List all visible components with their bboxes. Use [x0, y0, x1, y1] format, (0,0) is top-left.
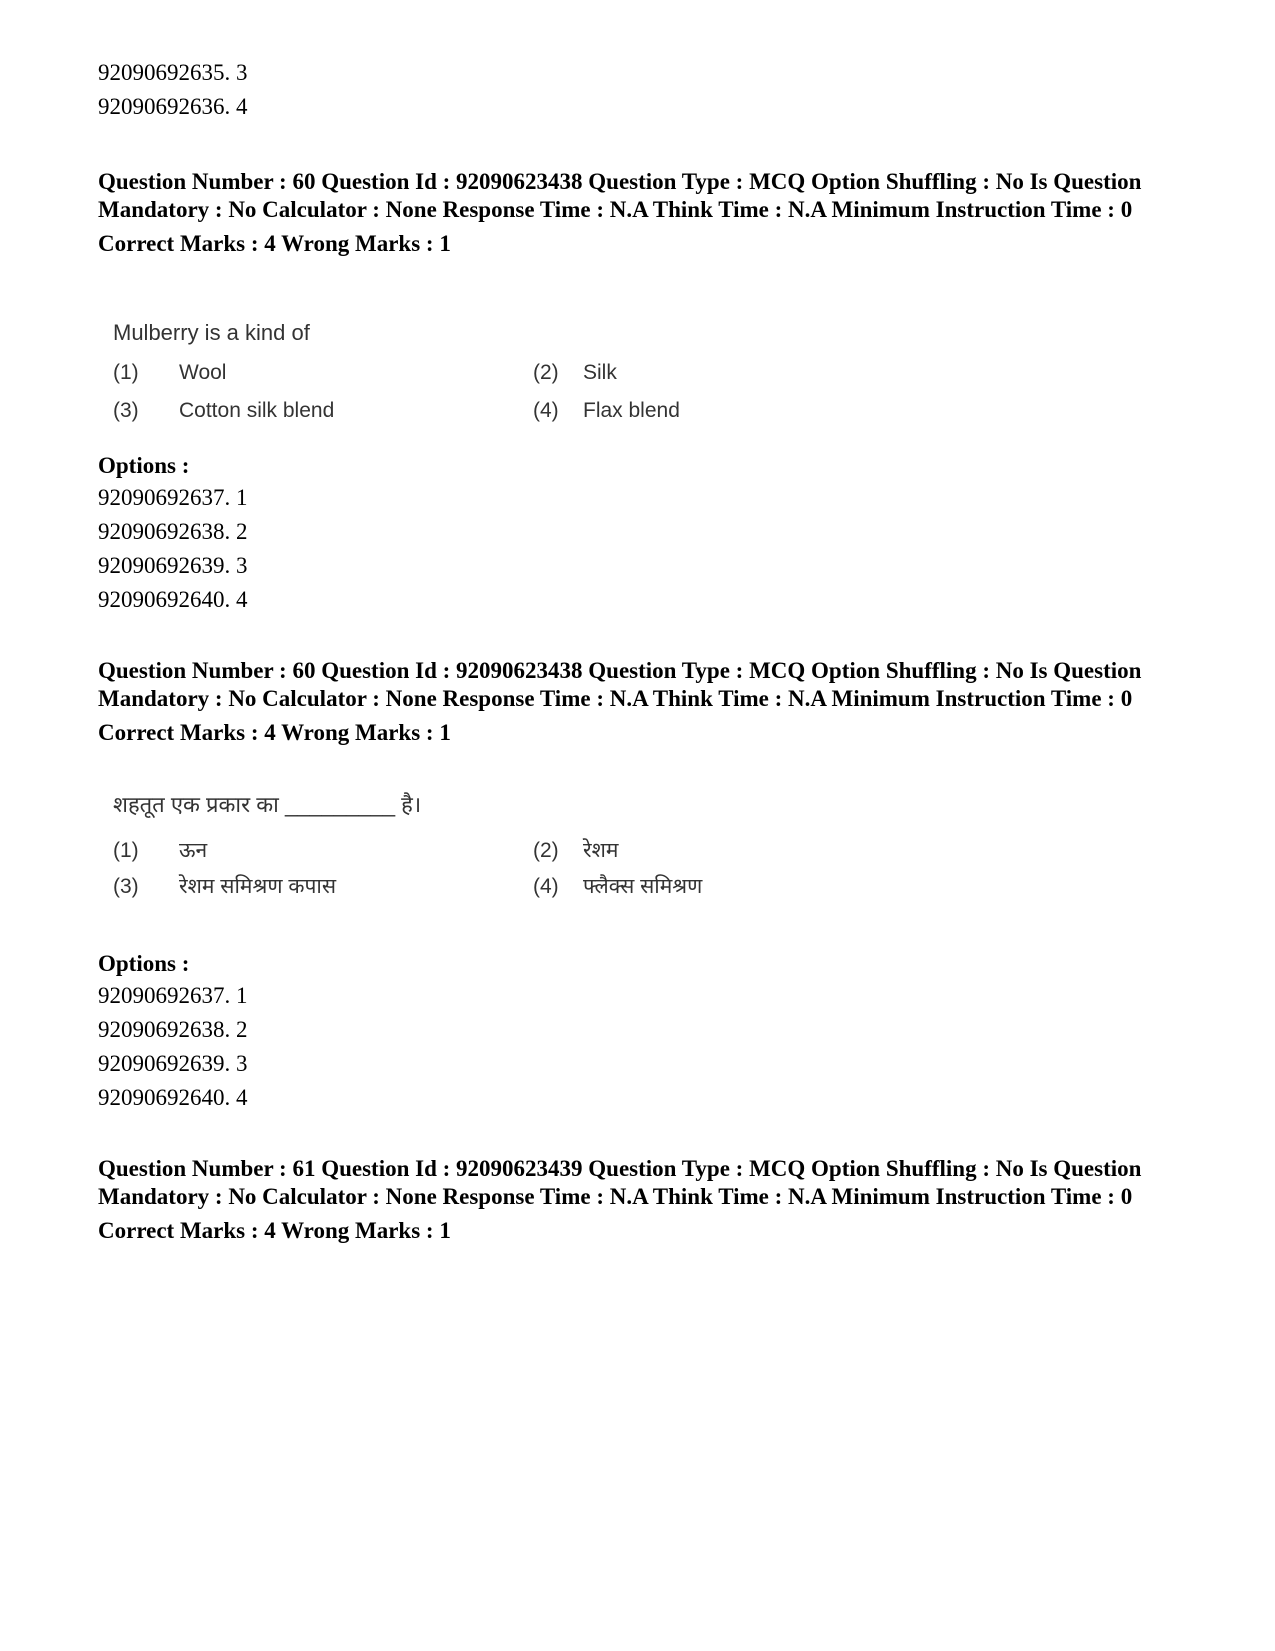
- option-line: 92090692638. 2: [98, 1017, 248, 1042]
- option-line: 92090692638. 2: [98, 519, 248, 544]
- question-header-block: [98, 1155, 1198, 1245]
- choice-2: (2) रेशम: [533, 839, 619, 862]
- question-image: [113, 318, 833, 438]
- question-choices: [113, 358, 833, 438]
- question-header-block: [98, 657, 1198, 747]
- question-marks: Correct Marks : 4 Wrong Marks : 1: [98, 1218, 451, 1243]
- choice-1: (1) Wool: [113, 361, 227, 384]
- options-label: Options :: [98, 453, 190, 478]
- question-image: [113, 790, 833, 910]
- option-line: 92090692640. 4: [98, 1085, 248, 1110]
- question-header-block: [98, 168, 1198, 258]
- choice-3: (3) रेशम समिश्रण कपास: [113, 875, 337, 898]
- choice-4: (4) फ्लैक्स समिश्रण: [533, 875, 703, 898]
- option-line: 92090692639. 3: [98, 1051, 248, 1076]
- option-line: 92090692637. 1: [98, 485, 248, 510]
- choice-3: (3) Cotton silk blend: [113, 399, 335, 422]
- question-header: Question Number : 61 Question Id : 92090623439 Question Type : MCQ Option Shuffling : No Is Question Mandatory : No Calculator : None Response Time : N.A Think Time : N.A Minimum Instruction Time : 0: [98, 1156, 1142, 1209]
- question-marks: Correct Marks : 4 Wrong Marks : 1: [98, 231, 451, 256]
- option-line: 92090692636. 4: [98, 94, 248, 119]
- option-line: 92090692640. 4: [98, 587, 248, 612]
- option-line: 92090692639. 3: [98, 553, 248, 578]
- question-stem: Mulberry is a kind of: [113, 320, 310, 345]
- question-header: Question Number : 60 Question Id : 92090623438 Question Type : MCQ Option Shuffling : No Is Question Mandatory : No Calculator : None Response Time : N.A Think Time : N.A Minimum Instruction Time : 0: [98, 658, 1142, 711]
- choice-4: (4) Flax blend: [533, 399, 680, 422]
- options-block: [98, 451, 1198, 617]
- previous-options: [98, 56, 1198, 124]
- question-choices: [113, 830, 833, 910]
- question-stem: शहतूत एक प्रकार का _________ है।: [113, 792, 422, 817]
- question-header: Question Number : 60 Question Id : 92090623438 Question Type : MCQ Option Shuffling : No Is Question Mandatory : No Calculator : None Response Time : N.A Think Time : N.A Minimum Instruction Time : 0: [98, 169, 1142, 222]
- options-label: Options :: [98, 951, 190, 976]
- option-line: 92090692635. 3: [98, 60, 248, 85]
- question-marks: Correct Marks : 4 Wrong Marks : 1: [98, 720, 451, 745]
- choice-1: (1) ऊन: [113, 839, 208, 862]
- choice-2: (2) Silk: [533, 361, 617, 384]
- option-line: 92090692637. 1: [98, 983, 248, 1008]
- options-block: [98, 949, 1198, 1115]
